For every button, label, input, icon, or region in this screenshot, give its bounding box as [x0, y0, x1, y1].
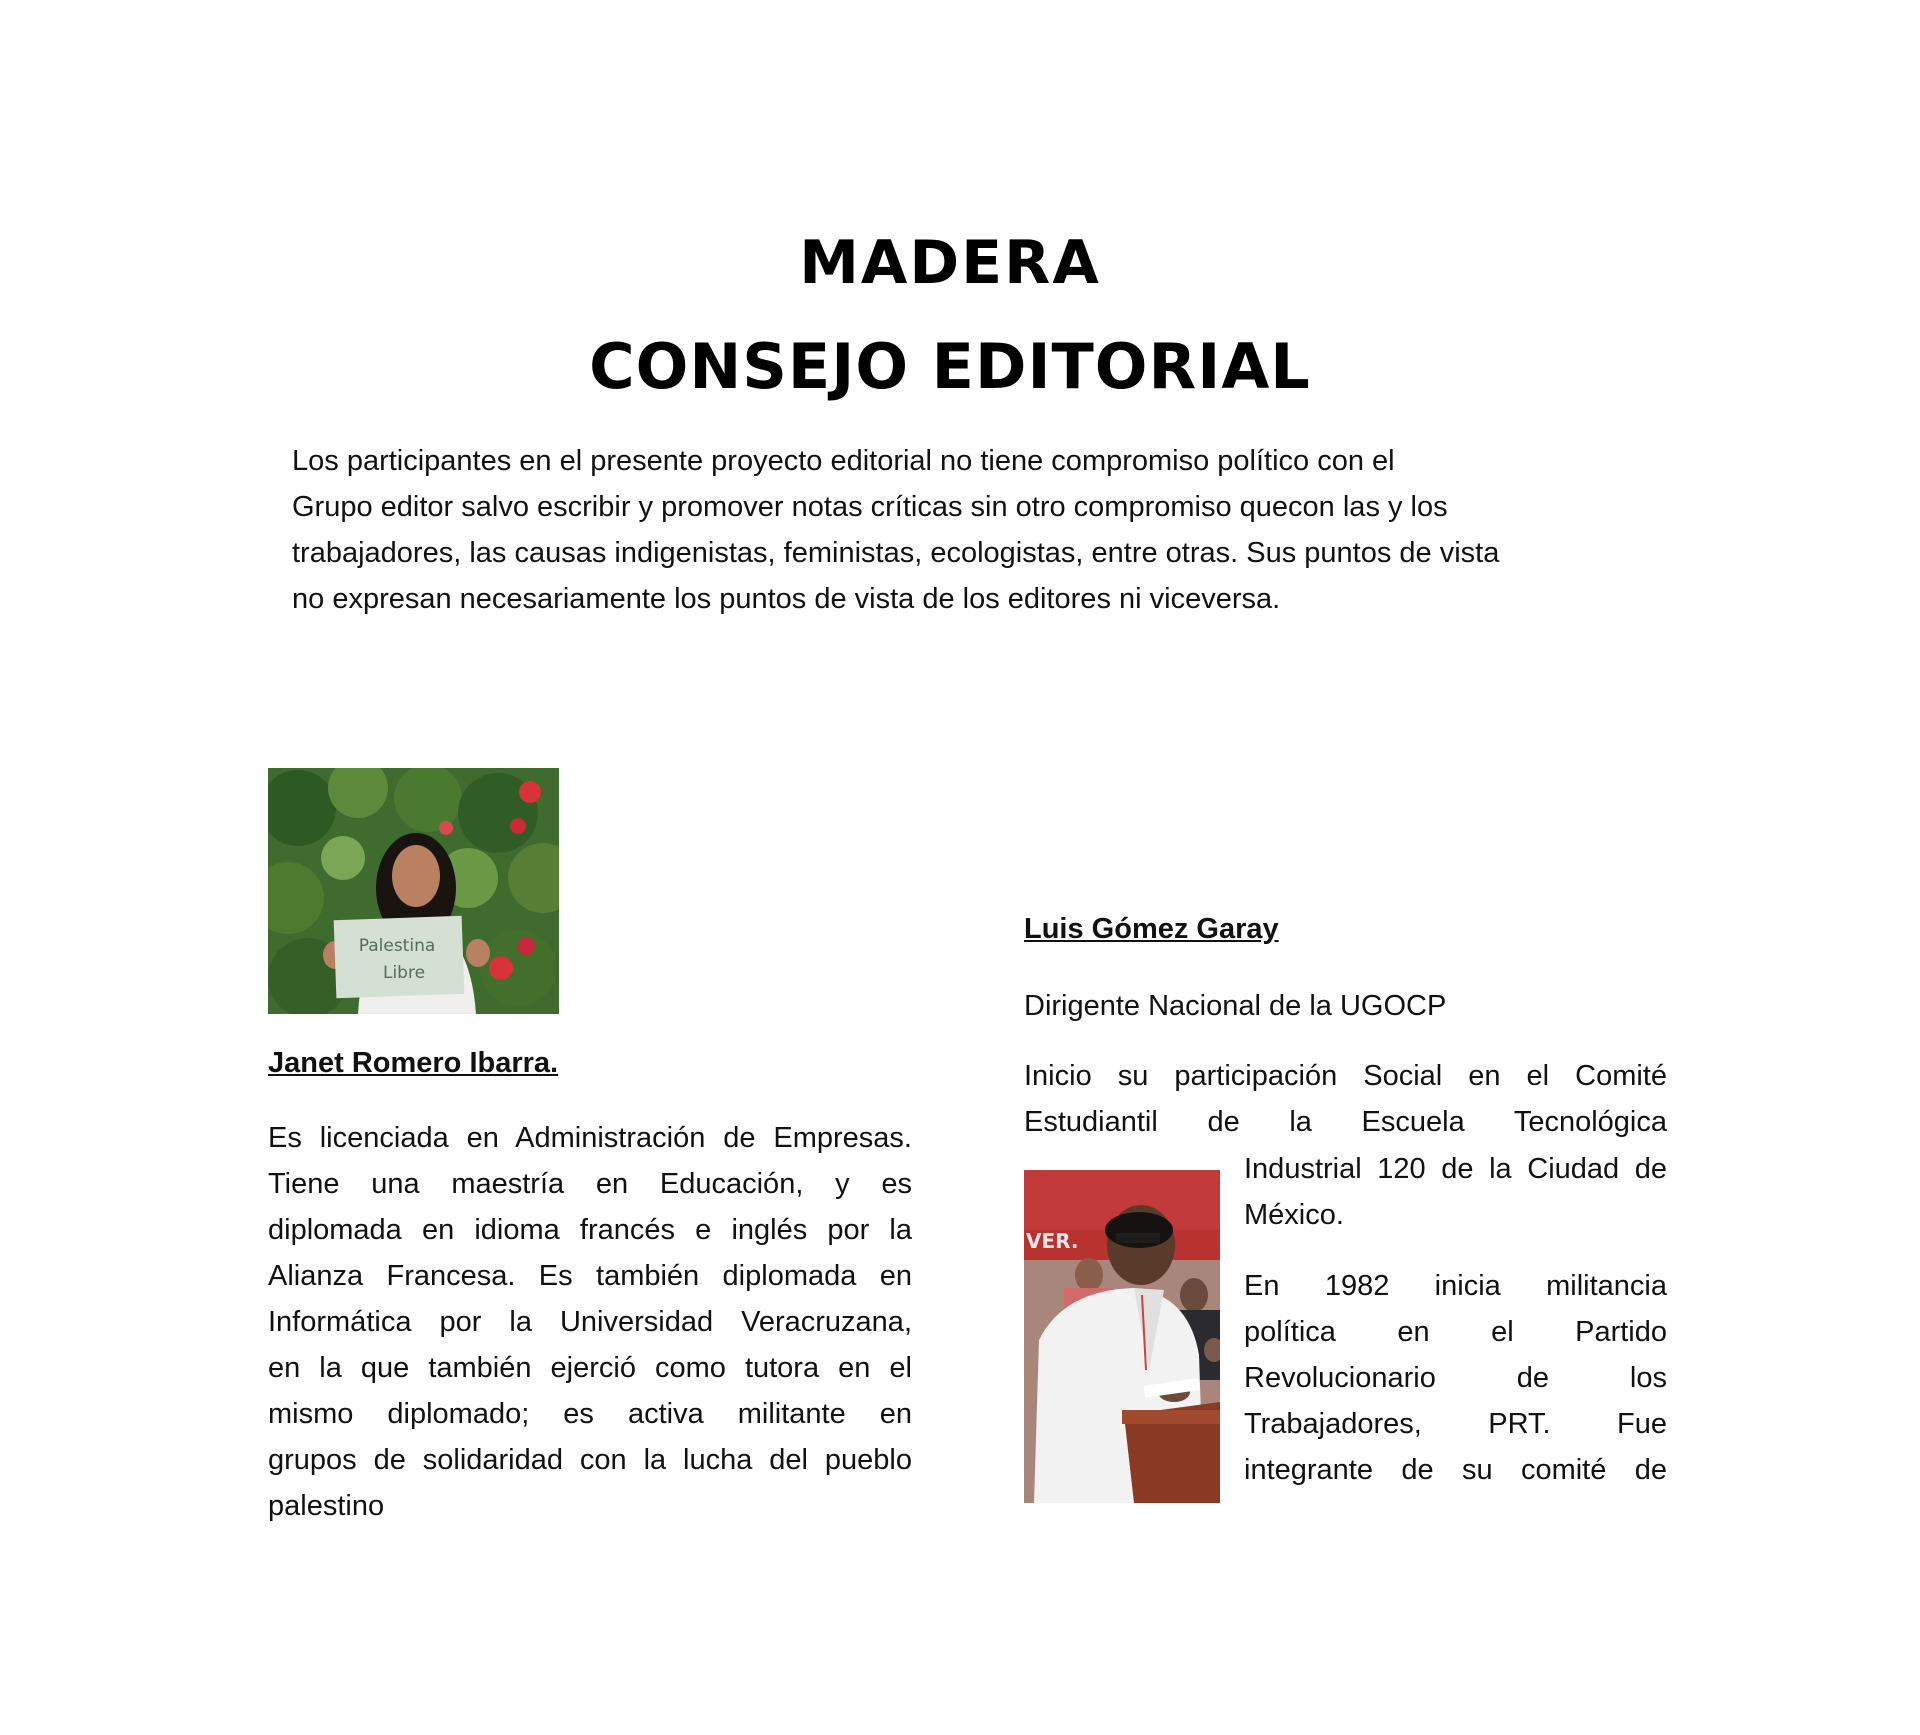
- banner-text: VER.: [1026, 1229, 1079, 1253]
- luis-bio-militancy: [1244, 1263, 1667, 1493]
- intro-line: Los participantes en el presente proyecto editorial no tiene compromiso político con el: [292, 445, 1395, 477]
- bio-line: Inicio su participación Social en el Comité: [1024, 1060, 1667, 1092]
- luis-bio-intro: [1024, 1053, 1667, 1145]
- intro-paragraph: [292, 438, 1652, 622]
- bio-line: Trabajadores, PRT. Fue: [1244, 1408, 1667, 1440]
- intro-line: Grupo editor salvo escribir y promover notas críticas sin otro compromiso quecon las y los: [292, 491, 1448, 523]
- bio-line: México.: [1244, 1199, 1344, 1231]
- sign-text: Libre: [382, 963, 426, 983]
- janet-photo: [268, 768, 559, 1014]
- bio-line: palestino: [268, 1490, 385, 1522]
- bio-line: Estudiantil de la Escuela Tecnológica: [1024, 1106, 1667, 1138]
- janet-bio: [268, 1115, 912, 1529]
- intro-line: no expresan necesariamente los puntos de vista de los editores ni viceversa.: [292, 583, 1281, 615]
- bio-line: mismo diplomado; es activa militante en: [268, 1398, 912, 1430]
- luis-photo: [1024, 1170, 1220, 1503]
- bio-line: en la que también ejerció como tutora en el: [268, 1352, 912, 1384]
- bio-line: Informática por la Universidad Veracruzana,: [268, 1306, 912, 1338]
- luis-role: Dirigente Nacional de la UGOCP: [1024, 990, 1447, 1022]
- page-title: MADERA: [799, 228, 1101, 298]
- bio-line: Tiene una maestría en Educación, y es: [268, 1168, 912, 1200]
- bio-line: grupos de solidaridad con la lucha del pueblo: [268, 1444, 912, 1476]
- bio-line: Revolucionario de los: [1244, 1362, 1667, 1394]
- luis-bio-intro-cont: [1244, 1146, 1667, 1238]
- page-subtitle: CONSEJO EDITORIAL: [589, 330, 1311, 403]
- luis-name: Luis Gómez Garay: [1024, 913, 1279, 945]
- bio-line: Es licenciada en Administración de Empresas.: [268, 1122, 912, 1154]
- bio-line: integrante de su comité de: [1244, 1454, 1667, 1486]
- bio-line: Industrial 120 de la Ciudad de: [1244, 1153, 1667, 1185]
- bio-line: política en el Partido: [1244, 1316, 1667, 1348]
- janet-name: Janet Romero Ibarra.: [268, 1047, 559, 1079]
- bio-line: diplomada en idioma francés e inglés por la: [268, 1214, 912, 1246]
- bio-line: Alianza Francesa. Es también diplomada en: [268, 1260, 912, 1292]
- intro-line: trabajadores, las causas indigenistas, feministas, ecologistas, entre otras. Sus puntos de vista: [292, 537, 1500, 569]
- sign-text: Palestina: [358, 936, 436, 956]
- bio-line: En 1982 inicia militancia: [1244, 1270, 1667, 1302]
